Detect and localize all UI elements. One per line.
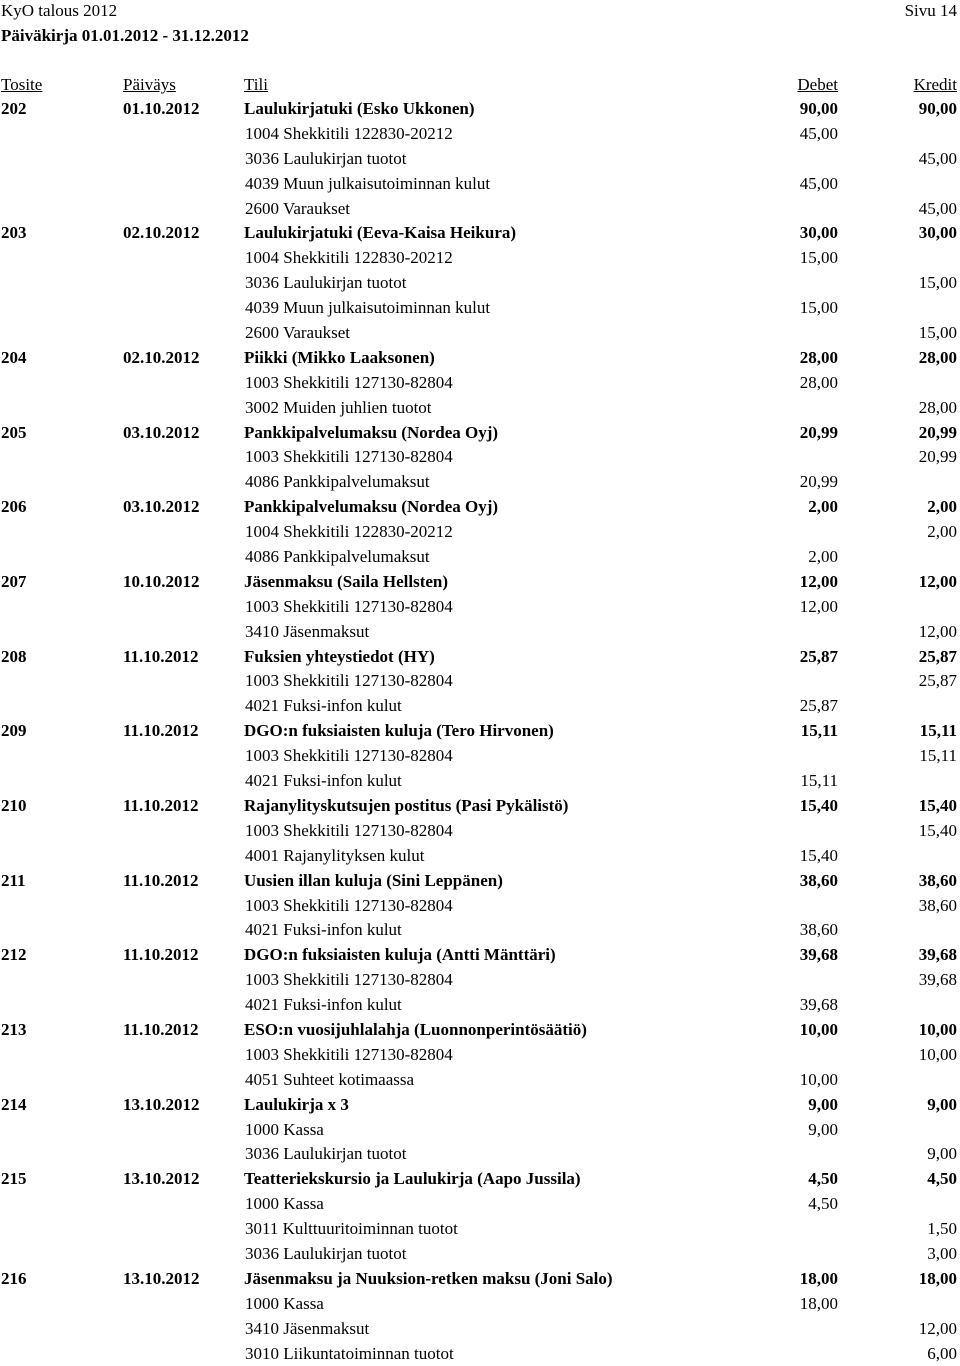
line-account: 4086 Pankkipalvelumaksut: [245, 547, 430, 567]
line-debit: 45,00: [799, 123, 838, 143]
entry-description: Uusien illan kuluja (Sini Leppänen): [244, 870, 503, 890]
entry-credit-total: 10,00: [918, 1019, 957, 1039]
entry-description: Jäsenmaksu (Saila Hellsten): [244, 571, 449, 591]
entry-line-row: [0, 744, 960, 769]
entry-line-row: [0, 271, 960, 296]
entry-line-row: [0, 1292, 960, 1317]
line-credit: 15,00: [918, 323, 957, 343]
document-title: KyO talous 2012: [1, 1, 118, 20]
entry-date: 03.10.2012: [123, 497, 200, 517]
entry-voucher-number: 207: [1, 571, 27, 591]
entry-debit-total: 90,00: [799, 99, 838, 118]
line-account: 2600 Varaukset: [245, 323, 350, 343]
entry-date: 13.10.2012: [123, 1094, 200, 1114]
entry-credit-total: 18,00: [918, 1268, 957, 1288]
entry-debit-total: 15,11: [800, 721, 838, 741]
line-account: 4021 Fuksi-infon kulut: [245, 920, 402, 940]
line-credit: 39,68: [918, 970, 957, 990]
entry-voucher-number: 208: [1, 646, 27, 666]
entry-voucher-number: 210: [1, 795, 27, 815]
entry-voucher-number: 202: [1, 99, 27, 118]
entry-voucher-number: 203: [1, 223, 27, 243]
entry-line-row: [0, 296, 960, 321]
entry-credit-total: 25,87: [918, 646, 957, 666]
entry-line-row: [0, 1242, 960, 1267]
entry-line-row: [0, 147, 960, 172]
entry-line-row: [0, 968, 960, 993]
journal-entries: [0, 97, 960, 1366]
entry-date: 10.10.2012: [123, 571, 200, 591]
entry-description: Piikki (Mikko Laaksonen): [244, 347, 435, 367]
entry-credit-total: 90,00: [918, 99, 957, 118]
entry-credit-total: 20,99: [918, 422, 957, 442]
entry-credit-total: 4,50: [927, 1169, 957, 1189]
journal-entry-row: [0, 570, 960, 595]
entry-description: DGO:n fuksiaisten kuluja (Tero Hirvonen): [244, 721, 554, 741]
entry-line-row: [0, 918, 960, 943]
entry-description: ESO:n vuosijuhlalahja (Luonnonperintösäätiö): [244, 1019, 587, 1039]
entry-line-row: [0, 246, 960, 271]
line-account: 1003 Shekkitili 127130-82804: [245, 372, 453, 392]
entry-voucher-number: 216: [1, 1268, 27, 1288]
entry-date: 11.10.2012: [123, 1019, 199, 1039]
entry-date: 03.10.2012: [123, 422, 200, 442]
entry-debit-total: 4,50: [808, 1169, 838, 1189]
entry-credit-total: 12,00: [918, 571, 957, 591]
journal-entry-row: [0, 1267, 960, 1292]
entry-debit-total: 15,40: [799, 795, 838, 815]
line-debit: 15,11: [800, 771, 838, 791]
entry-credit-total: 15,11: [919, 721, 957, 741]
line-account: 1004 Shekkitili 122830-20212: [245, 522, 453, 542]
entry-line-row: [0, 1217, 960, 1242]
line-credit: 15,40: [918, 820, 957, 840]
entry-date: 02.10.2012: [123, 223, 200, 243]
entry-voucher-number: 212: [1, 945, 27, 965]
entry-description: Jäsenmaksu ja Nuuksion-retken maksu (Joni Salo): [244, 1268, 613, 1288]
entry-date: 11.10.2012: [123, 945, 199, 965]
line-debit: 28,00: [799, 372, 838, 392]
entry-line-row: [0, 620, 960, 645]
entry-date: 11.10.2012: [123, 721, 199, 741]
entry-line-row: [0, 1142, 960, 1167]
line-account: 1003 Shekkitili 127130-82804: [245, 970, 453, 990]
line-account: 1003 Shekkitili 127130-82804: [245, 596, 453, 616]
entry-credit-total: 30,00: [918, 223, 957, 243]
line-debit: 38,60: [799, 920, 838, 940]
entry-date: 11.10.2012: [123, 795, 199, 815]
entry-debit-total: 25,87: [799, 646, 838, 666]
line-account: 1003 Shekkitili 127130-82804: [245, 1044, 453, 1064]
journal-entry-row: [0, 943, 960, 968]
line-credit: 12,00: [918, 1318, 957, 1338]
column-header-tosite: Tosite: [1, 75, 43, 94]
entry-description: Laulukirja x 3: [244, 1094, 349, 1114]
journal-entry-row: [0, 645, 960, 670]
entry-voucher-number: 215: [1, 1169, 27, 1189]
entry-line-row: [0, 1317, 960, 1342]
journal-period: Päiväkirja 01.01.2012 - 31.12.2012: [1, 26, 249, 45]
entry-date: 11.10.2012: [123, 646, 199, 666]
entry-voucher-number: 209: [1, 721, 27, 741]
entry-credit-total: 28,00: [918, 347, 957, 367]
journal-entry-row: [0, 495, 960, 520]
column-header-date: Päiväys: [123, 75, 176, 94]
line-credit: 3,00: [927, 1243, 957, 1263]
line-debit: 15,00: [799, 248, 838, 268]
entry-line-row: [0, 993, 960, 1018]
column-header-credit: Kredit: [913, 75, 957, 94]
line-credit: 1,50: [927, 1219, 957, 1239]
line-account: 1004 Shekkitili 122830-20212: [245, 123, 453, 143]
line-debit: 18,00: [799, 1293, 838, 1313]
line-account: 3410 Jäsenmaksut: [245, 621, 370, 641]
line-credit: 9,00: [927, 1144, 957, 1164]
entry-line-row: [0, 396, 960, 421]
line-account: 3036 Laulukirjan tuotot: [245, 1243, 407, 1263]
journal-entry-row: [0, 794, 960, 819]
entry-line-row: [0, 445, 960, 470]
entry-debit-total: 39,68: [799, 945, 838, 965]
entry-credit-total: 38,60: [918, 870, 957, 890]
line-account: 1003 Shekkitili 127130-82804: [245, 820, 453, 840]
line-credit: 38,60: [918, 895, 957, 915]
line-credit: 15,11: [919, 746, 957, 766]
journal-entry-row: [0, 869, 960, 894]
line-debit: 39,68: [799, 995, 838, 1015]
line-account: 4021 Fuksi-infon kulut: [245, 696, 402, 716]
line-account: 3011 Kulttuuritoiminnan tuotot: [245, 1219, 458, 1239]
journal-entry-row: [0, 221, 960, 246]
entry-voucher-number: 213: [1, 1019, 27, 1039]
journal-entry-row: [0, 1093, 960, 1118]
entry-line-row: [0, 197, 960, 222]
entry-line-row: [0, 694, 960, 719]
line-credit: 45,00: [918, 148, 957, 168]
line-account: 4001 Rajanylityksen kulut: [245, 845, 425, 865]
line-account: 4039 Muun julkaisutoiminnan kulut: [245, 173, 491, 193]
entry-line-row: [0, 545, 960, 570]
line-account: 3002 Muiden juhlien tuotot: [245, 397, 432, 417]
page-number: Sivu 14: [904, 1, 957, 20]
line-account: 4051 Suhteet kotimaassa: [245, 1069, 415, 1089]
journal-entry-row: [0, 719, 960, 744]
entry-date: 13.10.2012: [123, 1169, 200, 1189]
entry-credit-total: 2,00: [927, 497, 957, 517]
entry-description: Teatteriekskursio ja Laulukirja (Aapo Jussila): [244, 1169, 581, 1189]
line-debit: 10,00: [799, 1069, 838, 1089]
entry-line-row: [0, 1118, 960, 1143]
line-debit: 25,87: [799, 696, 838, 716]
entry-description: Laulukirjatuki (Eeva-Kaisa Heikura): [244, 223, 517, 243]
entry-line-row: [0, 1068, 960, 1093]
entry-debit-total: 2,00: [808, 497, 838, 517]
entry-debit-total: 38,60: [799, 870, 838, 890]
line-account: 1003 Shekkitili 127130-82804: [245, 447, 453, 467]
line-account: 3036 Laulukirjan tuotot: [245, 148, 407, 168]
line-account: 1003 Shekkitili 127130-82804: [245, 746, 453, 766]
entry-line-row: [0, 894, 960, 919]
entry-line-row: [0, 122, 960, 147]
line-credit: 2,00: [927, 522, 957, 542]
line-credit: 6,00: [927, 1343, 957, 1363]
entry-line-row: [0, 371, 960, 396]
line-account: 3410 Jäsenmaksut: [245, 1318, 370, 1338]
entry-debit-total: 30,00: [799, 223, 838, 243]
entry-line-row: [0, 1342, 960, 1366]
entry-voucher-number: 211: [1, 870, 26, 890]
journal-entry-row: [0, 346, 960, 371]
line-account: 4086 Pankkipalvelumaksut: [245, 472, 430, 492]
entry-voucher-number: 206: [1, 497, 27, 517]
line-credit: 45,00: [918, 198, 957, 218]
entry-date: 11.10.2012: [123, 870, 199, 890]
entry-debit-total: 28,00: [799, 347, 838, 367]
line-debit: 45,00: [799, 173, 838, 193]
entry-voucher-number: 205: [1, 422, 27, 442]
line-debit: 4,50: [808, 1194, 838, 1214]
entry-line-row: [0, 470, 960, 495]
entry-voucher-number: 204: [1, 347, 27, 367]
line-credit: 20,99: [918, 447, 957, 467]
line-account: 2600 Varaukset: [245, 198, 350, 218]
line-account: 1000 Kassa: [245, 1293, 324, 1313]
entry-debit-total: 12,00: [799, 571, 838, 591]
line-credit: 28,00: [918, 397, 957, 417]
line-account: 4021 Fuksi-infon kulut: [245, 995, 402, 1015]
line-debit: 12,00: [799, 596, 838, 616]
entry-date: 02.10.2012: [123, 347, 200, 367]
column-header-debit: Debet: [797, 75, 838, 94]
entry-credit-total: 9,00: [927, 1094, 957, 1114]
line-credit: 15,00: [918, 273, 957, 293]
journal-entry-row: [0, 1018, 960, 1043]
column-header-account: Tili: [244, 75, 268, 94]
line-account: 4021 Fuksi-infon kulut: [245, 771, 402, 791]
line-debit: 15,40: [799, 845, 838, 865]
entry-date: 01.10.2012: [123, 99, 200, 118]
column-headers: [0, 75, 960, 99]
journal-entry-row: [0, 97, 960, 122]
entry-credit-total: 39,68: [918, 945, 957, 965]
entry-credit-total: 15,40: [918, 795, 957, 815]
entry-line-row: [0, 1043, 960, 1068]
entry-line-row: [0, 520, 960, 545]
entry-line-row: [0, 595, 960, 620]
line-account: 1004 Shekkitili 122830-20212: [245, 248, 453, 268]
line-account: 1003 Shekkitili 127130-82804: [245, 895, 453, 915]
entry-voucher-number: 214: [1, 1094, 27, 1114]
entry-line-row: [0, 669, 960, 694]
entry-line-row: [0, 321, 960, 346]
line-account: 1000 Kassa: [245, 1194, 324, 1214]
line-credit: 10,00: [918, 1044, 957, 1064]
entry-date: 13.10.2012: [123, 1268, 200, 1288]
line-debit: 9,00: [808, 1119, 838, 1139]
line-account: 3010 Liikuntatoiminnan tuotot: [245, 1343, 454, 1363]
entry-line-row: [0, 172, 960, 197]
journal-entry-row: [0, 421, 960, 446]
entry-description: Laulukirjatuki (Esko Ukkonen): [244, 99, 475, 118]
line-account: 1000 Kassa: [245, 1119, 324, 1139]
line-account: 3036 Laulukirjan tuotot: [245, 273, 407, 293]
entry-description: Pankkipalvelumaksu (Nordea Oyj): [244, 497, 499, 517]
line-debit: 2,00: [808, 547, 838, 567]
entry-line-row: [0, 769, 960, 794]
entry-debit-total: 9,00: [808, 1094, 838, 1114]
line-debit: 20,99: [799, 472, 838, 492]
entry-debit-total: 18,00: [799, 1268, 838, 1288]
journal-entry-row: [0, 1167, 960, 1192]
entry-debit-total: 20,99: [799, 422, 838, 442]
line-account: 1003 Shekkitili 127130-82804: [245, 671, 453, 691]
entry-line-row: [0, 844, 960, 869]
line-debit: 15,00: [799, 298, 838, 318]
entry-debit-total: 10,00: [799, 1019, 838, 1039]
entry-description: Pankkipalvelumaksu (Nordea Oyj): [244, 422, 499, 442]
line-credit: 25,87: [918, 671, 957, 691]
entry-line-row: [0, 1192, 960, 1217]
entry-description: Fuksien yhteystiedot (HY): [244, 646, 435, 666]
line-account: 4039 Muun julkaisutoiminnan kulut: [245, 298, 491, 318]
line-account: 3036 Laulukirjan tuotot: [245, 1144, 407, 1164]
entry-description: DGO:n fuksiaisten kuluja (Antti Mänttäri): [244, 945, 556, 965]
entry-line-row: [0, 819, 960, 844]
line-credit: 12,00: [918, 621, 957, 641]
entry-description: Rajanylityskutsujen postitus (Pasi Pykälistö): [244, 795, 569, 815]
